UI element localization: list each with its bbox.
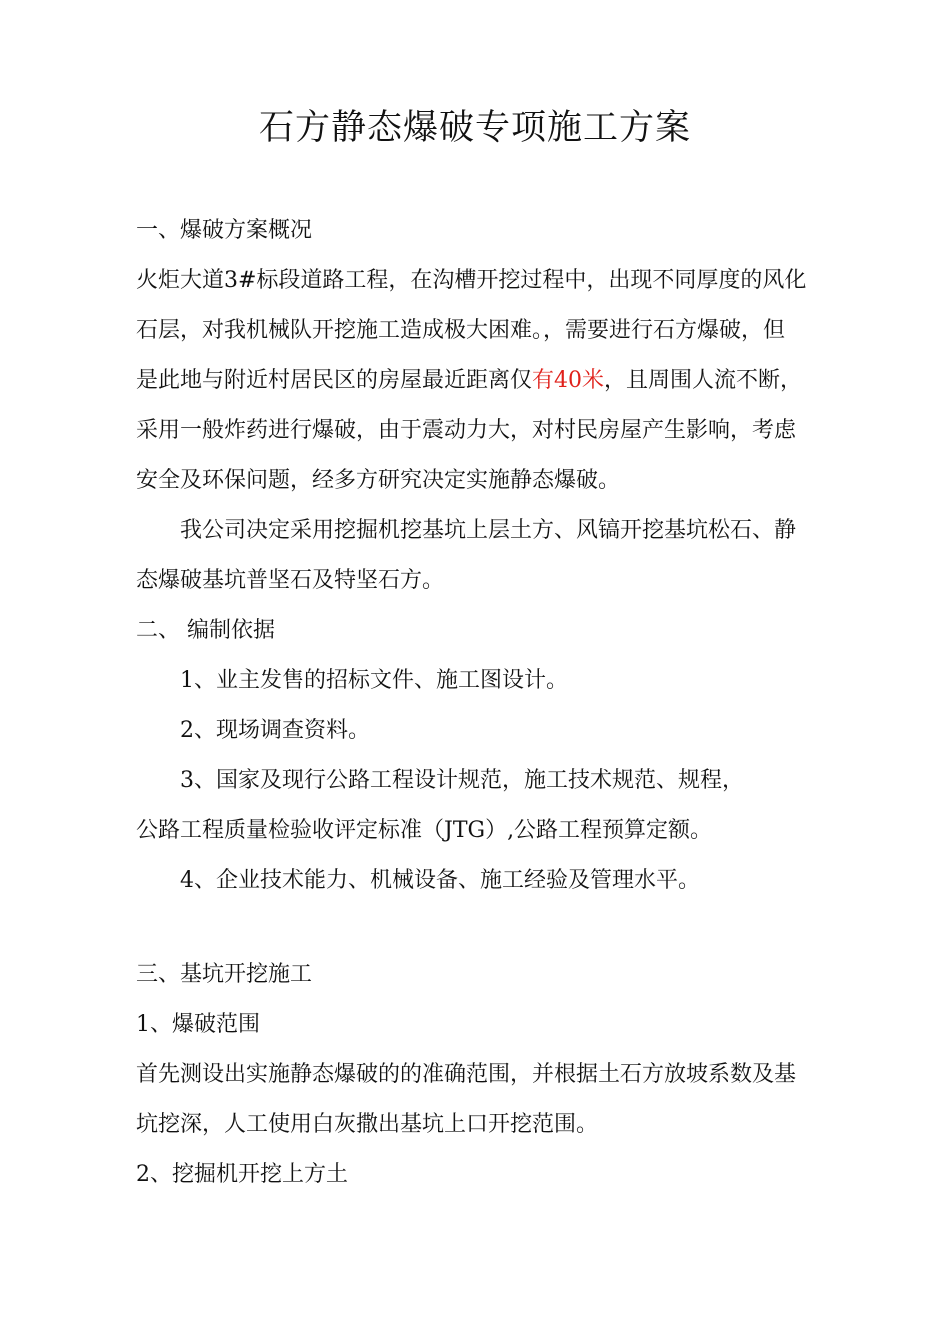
subsection-heading: 2、挖掘机开挖上方土 [136,1162,348,1187]
document-title: 石方静态爆破专项施工方案 [258,108,691,148]
text-line: 首先测设出实施静态爆破的的准确范围，并根据土石方放坡系数及基 [136,1062,797,1087]
list-item: 3、国家及现行公路工程设计规范，施工技术规范、规程， [180,768,744,793]
section-1-paragraph-2 [136,506,816,606]
text-line: 是此地与附近村居民区的房屋最近距离仅有40米，且周围人流不断， [136,368,803,393]
subsection-heading: 1、爆破范围 [136,1012,260,1037]
list-item: 1、业主发售的招标文件、施工图设计。 [180,668,568,693]
highlighted-distance: 有40米 [532,368,605,393]
list-item-continuation: 公路工程质量检验收评定标准（JTG）,公路工程预算定额。 [136,818,713,843]
section-3-subsection-1 [136,1000,816,1200]
text-line: 态爆破基坑普坚石及特坚石方。 [136,568,445,593]
section-3-heading: 三、基坑开挖施工 [136,962,313,987]
text-line: 石层，对我机械队开挖施工造成极大困难。，需要进行石方爆破，但 [136,318,786,343]
text-line: 我公司决定采用挖掘机挖基坑上层土方、风镐开挖基坑松石、静 [180,518,797,543]
section-2-list [136,656,816,906]
section-1-paragraph-1 [136,256,816,506]
section-2-heading: 二、 编制依据 [136,618,275,643]
text-line: 采用一般炸药进行爆破，由于震动力大，对村民房屋产生影响，考虑 [136,418,797,443]
text-line: 火炬大道3#标段道路工程，在沟槽开挖过程中，出现不同厚度的风化 [136,268,807,293]
text-line: 坑挖深，人工使用白灰撒出基坑上口开挖范围。 [136,1112,599,1137]
list-item: 2、现场调查资料。 [180,718,370,743]
section-1-heading: 一、爆破方案概况 [136,218,313,243]
list-item: 4、企业技术能力、机械设备、施工经验及管理水平。 [180,868,700,893]
text-line: 安全及环保问题，经多方研究决定实施静态爆破。 [136,468,621,493]
